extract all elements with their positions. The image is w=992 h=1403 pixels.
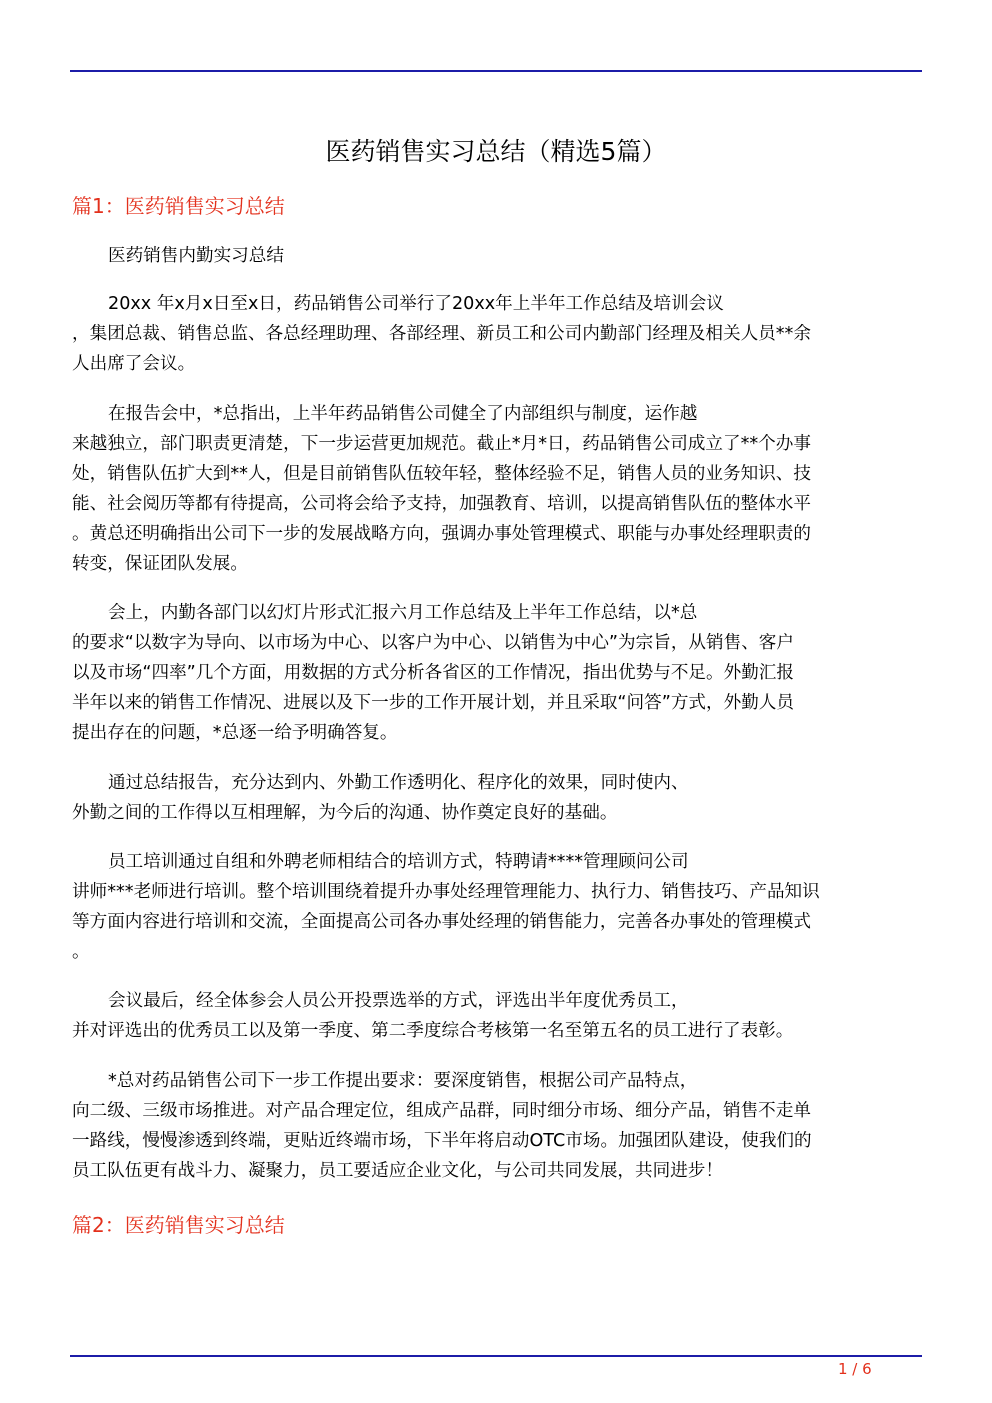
paragraph-line: 向二级、三级市场推进。对产品合理定位，组成产品群，同时细分市场、细分产品，销售不走单: [72, 1101, 811, 1121]
section-heading-2: 篇2：医药销售实习总结: [72, 1213, 285, 1237]
paragraph-line: 会议最后，经全体参会人员公开投票选举的方式，评选出半年度优秀员工，: [108, 991, 689, 1011]
paragraph: [72, 768, 922, 828]
paragraph-line: 医药销售内勤实习总结: [108, 246, 284, 266]
paragraph-line: 能、社会阅历等都有待提高，公司将会给予支持，加强教育、培训，以提高销售队伍的整体水平: [72, 494, 811, 514]
paragraph-line: 转变，保证团队发展。: [72, 554, 248, 574]
paragraph-line: 20xx 年x月x日至x日，药品销售公司举行了20xx年上半年工作总结及培训会议: [108, 294, 724, 314]
paragraph-line: 员工队伍更有战斗力、凝聚力，员工要适应企业文化，与公司共同发展，共同进步！: [72, 1161, 723, 1181]
paragraph-line: 的要求“以数字为导向、以市场为中心、以客户为中心、以销售为中心”为宗旨，从销售、客户: [72, 633, 794, 653]
paragraph-line: *总对药品销售公司下一步工作提出要求：要深度销售，根据公司产品特点，: [108, 1071, 698, 1091]
paragraph: [72, 241, 922, 271]
paragraph-line: 人出席了会议。: [72, 354, 196, 374]
paragraph-line: 在报告会中，*总指出，上半年药品销售公司健全了内部组织与制度，运作越: [108, 404, 698, 424]
paragraph-line: 提出存在的问题，*总逐一给予明确答复。: [72, 723, 398, 743]
page-number: 1 / 6: [838, 1360, 872, 1378]
paragraph: [72, 289, 922, 379]
paragraph: [72, 986, 922, 1046]
section-heading-1: 篇1：医药销售实习总结: [72, 194, 285, 218]
paragraph-line: 处，销售队伍扩大到**人，但是目前销售队伍较年轻，整体经验不足，销售人员的业务知识、技: [72, 464, 811, 484]
paragraph: [72, 1066, 922, 1186]
paragraph-line: 外勤之间的工作得以互相理解，为今后的沟通、协作奠定良好的基础。: [72, 803, 618, 823]
paragraph-line: 一路线，慢慢渗透到终端，更贴近终端市场，下半年将启动OTC市场。加强团队建设，使我们的: [72, 1131, 812, 1151]
paragraph-line: 。: [72, 942, 90, 962]
paragraph-line: 半年以来的销售工作情况、进展以及下一步的工作开展计划，并且采取“问答”方式，外勤人员: [72, 693, 794, 713]
paragraph-line: 来越独立，部门职责更清楚，下一步运营更加规范。截止*月*日，药品销售公司成立了**个办事: [72, 434, 811, 454]
paragraph-line: 会上，内勤各部门以幻灯片形式汇报六月工作总结及上半年工作总结，以*总: [108, 603, 698, 623]
paragraph: [72, 847, 922, 967]
paragraph-line: 。黄总还明确指出公司下一步的发展战略方向，强调办事处管理模式、职能与办事处经理职责的: [72, 524, 811, 544]
header-rule: [70, 70, 922, 72]
paragraph-line: 通过总结报告，充分达到内、外勤工作透明化、程序化的效果，同时使内、: [108, 773, 689, 793]
paragraph-line: ，集团总裁、销售总监、各总经理助理、各部经理、新员工和公司内勤部门经理及相关人员**余: [72, 324, 811, 344]
paragraph-line: 等方面内容进行培训和交流，全面提高公司各办事处经理的销售能力，完善各办事处的管理模式: [72, 912, 811, 932]
document-title: 医药销售实习总结（精选5篇）: [325, 137, 667, 166]
paragraph-line: 并对评选出的优秀员工以及第一季度、第二季度综合考核第一名至第五名的员工进行了表彰。: [72, 1021, 794, 1041]
paragraph: [72, 399, 922, 579]
paragraph-line: 员工培训通过自组和外聘老师相结合的培训方式，特聘请****管理顾问公司: [108, 852, 689, 872]
paragraph: [72, 598, 922, 748]
paragraph-line: 讲师***老师进行培训。整个培训围绕着提升办事处经理管理能力、执行力、销售技巧、产品知识: [72, 882, 820, 902]
footer-rule: [70, 1355, 922, 1357]
paragraph-line: 以及市场“四率”几个方面，用数据的方式分析各省区的工作情况，指出优势与不足。外勤汇报: [72, 663, 794, 683]
